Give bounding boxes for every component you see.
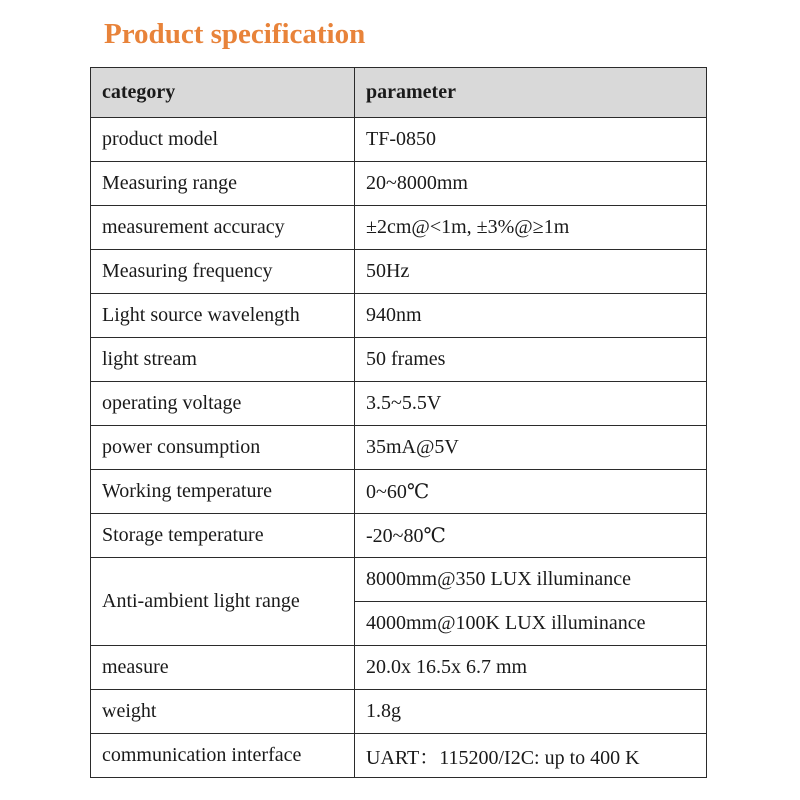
row-category: measure (91, 646, 355, 690)
row-parameter: 3.5~5.5V (355, 382, 707, 426)
table-row (91, 294, 707, 338)
row-category: Anti-ambient light range (91, 558, 355, 646)
page-title: Product specification (104, 18, 366, 50)
row-category: measurement accuracy (91, 206, 355, 250)
row-category: product model (91, 118, 355, 162)
row-parameter: 940nm (355, 294, 707, 338)
table-row (91, 470, 707, 514)
table-row (91, 734, 707, 778)
row-category: communication interface (91, 734, 355, 778)
header-category: category (91, 68, 355, 118)
row-parameter: 50Hz (355, 250, 707, 294)
row-parameter: 8000mm@350 LUX illuminance (355, 558, 707, 602)
row-category: Measuring range (91, 162, 355, 206)
row-parameter: ±2cm@<1m, ±3%@≥1m (355, 206, 707, 250)
table-row (91, 382, 707, 426)
table-row (91, 426, 707, 470)
table-row (91, 338, 707, 382)
row-parameter: 20~8000mm (355, 162, 707, 206)
row-parameter: UART：115200/I2C: up to 400 K (355, 734, 707, 778)
table-row (91, 250, 707, 294)
row-parameter: -20~80℃ (355, 514, 707, 558)
table-row (91, 514, 707, 558)
row-category: light stream (91, 338, 355, 382)
table-row (91, 118, 707, 162)
table-row (91, 206, 707, 250)
row-parameter: 35mA@5V (355, 426, 707, 470)
row-category: weight (91, 690, 355, 734)
row-category: Measuring frequency (91, 250, 355, 294)
table-row (91, 646, 707, 690)
row-parameter: 4000mm@100K LUX illuminance (355, 602, 707, 646)
row-parameter: 20.0x 16.5x 6.7 mm (355, 646, 707, 690)
table-row (91, 558, 707, 602)
table-row (91, 162, 707, 206)
table-header-row (91, 68, 707, 118)
row-category: Storage temperature (91, 514, 355, 558)
row-category: Working temperature (91, 470, 355, 514)
row-parameter: 50 frames (355, 338, 707, 382)
row-parameter: TF-0850 (355, 118, 707, 162)
row-category: operating voltage (91, 382, 355, 426)
row-category: Light source wavelength (91, 294, 355, 338)
spec-table (90, 67, 707, 778)
row-parameter: 0~60℃ (355, 470, 707, 514)
table-row (91, 690, 707, 734)
header-parameter: parameter (355, 68, 707, 118)
row-category: power consumption (91, 426, 355, 470)
row-parameter: 1.8g (355, 690, 707, 734)
